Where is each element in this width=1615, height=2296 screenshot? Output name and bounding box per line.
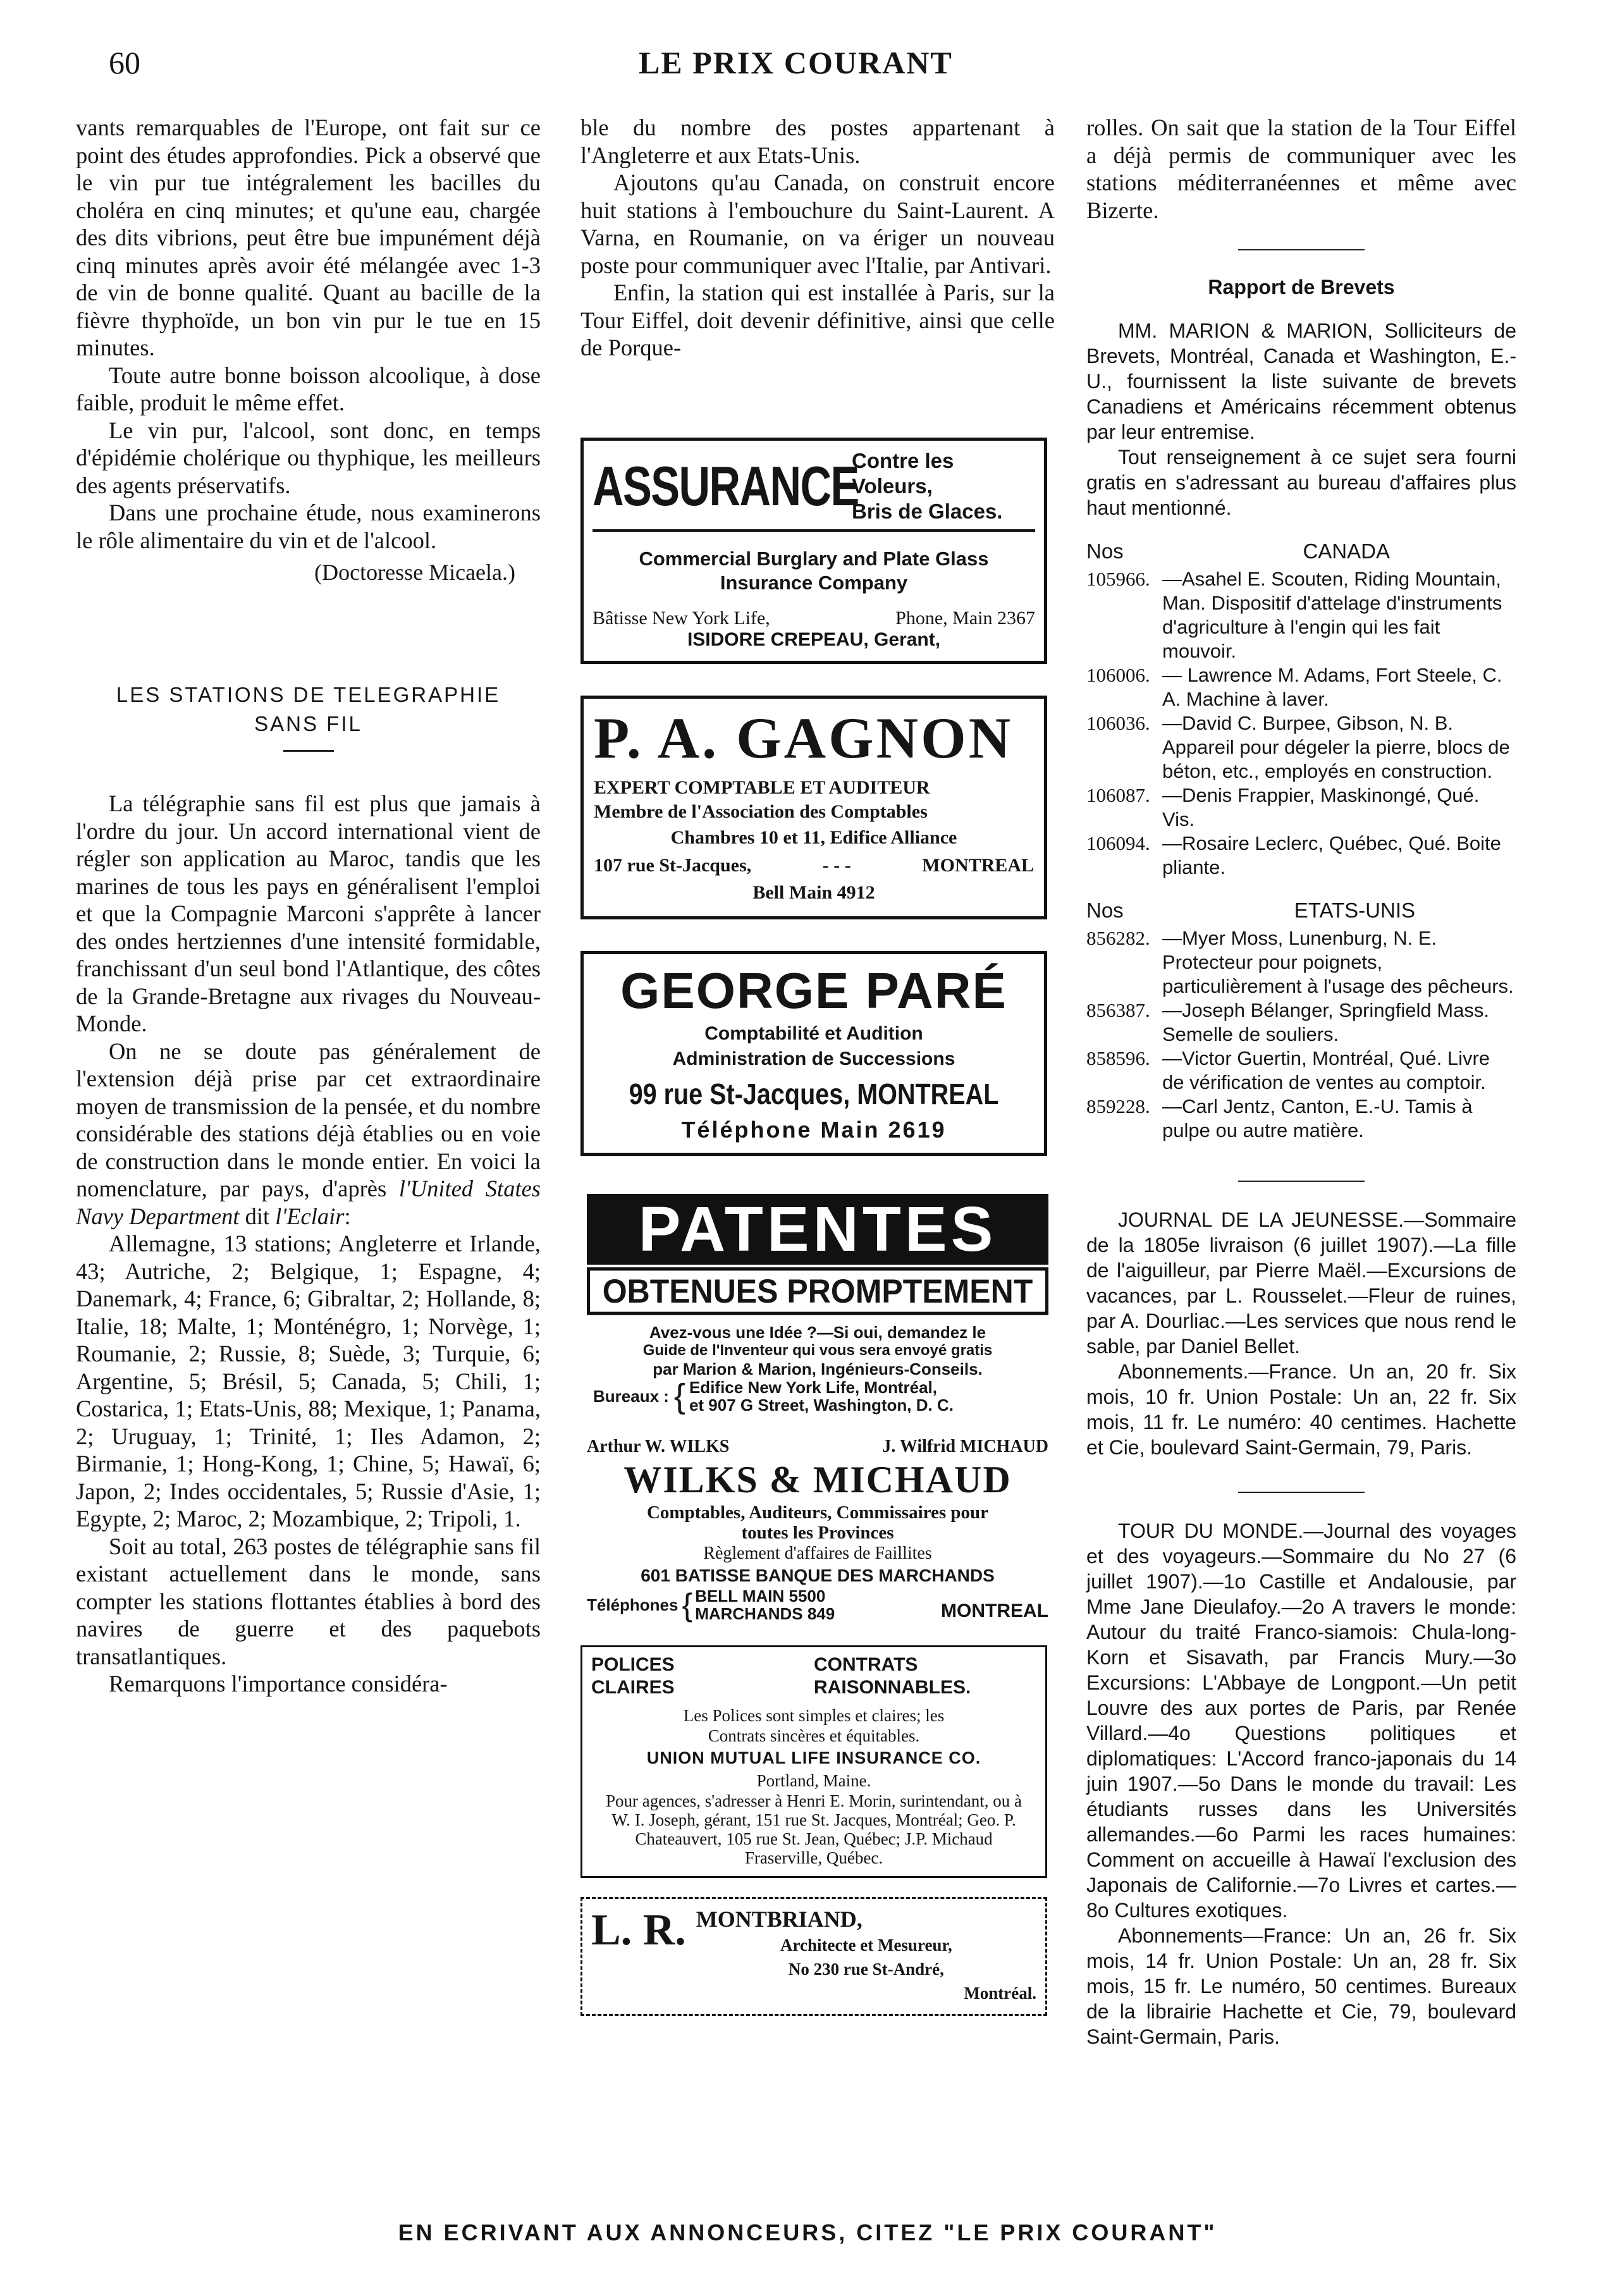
text-run: dit (239, 1203, 276, 1229)
divider (1238, 1492, 1365, 1493)
brevets-intro: Tout renseignement à ce sujet sera fourni gratis en s'adressant au bureau d'affaires plus haut mentionné. (1086, 446, 1516, 519)
ad-addresses (689, 1378, 954, 1414)
divider (283, 750, 334, 752)
ad-patentes-title: PATENTES (587, 1194, 1048, 1265)
ad-montbriand (580, 1897, 1047, 2016)
ad-phone: Téléphone Main 2619 (681, 1116, 947, 1143)
journal-jeunesse: JOURNAL DE LA JEUNESSE.—Sommaire de la 1805e livraison (6 juillet 1907).—La fille de l'aiguilleur, par Pierre Maël.—Excursions de vacances, par L. Rousselet.—Fleur de ruines, par A. Dourliac.—Les services que nous rend le sable, par Daniel Bellet. (1086, 1208, 1516, 1358)
ad-wilks-partners (587, 1437, 1048, 1457)
patent-entry (1086, 998, 1516, 1047)
italic-source: l'United States Navy Department (76, 1176, 541, 1229)
ad-phone: Bell Main 4912 (752, 881, 875, 903)
patent-text: —Carl Jentz, Canton, E.-U. Tamis à pulpe ou autre matière. (1162, 1095, 1473, 1141)
brace: { (682, 1587, 693, 1623)
canada-patent-list (1086, 567, 1516, 880)
ad-line: Commercial Burglary and Plate Glass (639, 547, 989, 570)
ad-assurance-contact (593, 608, 1035, 629)
page-number: 60 (109, 45, 140, 80)
ad-partner: J. Wilfrid MICHAUD (882, 1436, 1048, 1456)
ad-union (580, 1645, 1047, 1878)
footer-notice: EN ECRIVANT AUX ANNONCEURS, CITEZ "LE PRIX COURANT" (398, 2219, 1217, 2245)
canada-header (1086, 539, 1516, 563)
patent-entry (1086, 1047, 1516, 1095)
patent-number: 106094. (1086, 832, 1150, 854)
ad-pare-address: 99 rue St-Jacques, MONTREAL (629, 1077, 999, 1110)
ad-line: Contrats sincères et équitables. (708, 1726, 920, 1745)
ad-line: par Marion & Marion, Ingénieurs-Conseils. (653, 1359, 983, 1378)
patent-entry (1086, 832, 1516, 880)
ad-partner: Arthur W. WILKS (587, 1436, 730, 1456)
ad-line: Contre les Voleurs, (852, 448, 954, 498)
ad-phones (695, 1587, 941, 1623)
journal-title: LE PRIX COURANT (639, 45, 953, 80)
section-heading-line-2: SANS FIL (254, 712, 362, 735)
ad-line: Guide de l'Inventeur qui vous sera envoyé gratis (642, 1341, 993, 1359)
divider (1238, 1181, 1365, 1182)
ad-patentes-bureaux (587, 1378, 1048, 1414)
journal-subscription: Abonnements.—France. Un an, 20 fr. Six mois, 10 fr. Union Postale: Un an, 22 fr. Six mois, 11 fr. Le numéro: 40 centimes. Hachette et Cie, boulevard Saint-Germain, 79, Paris. (1086, 1360, 1516, 1459)
tour-du-monde: TOUR DU MONDE.—Journal des voyages et des voyageurs.—Sommaire du No 27 (6 juillet 1907).—1o Castille et Andalousie, par Mme Jane Dieulafoy.—2o A travers le monde: Autour du traité Franco-siamois: Chula-long-Korn et Sisavath, par Francis Mury.—3o Excursions: L'Abbaye de Longpont.—Un petit Louvre des aux portes de Paris, par Renée Villard.—4o Questions politiques et diplomatiques: L'Accord franco-japonais du 14 juin 1907.—5o Dans le monde du travail: Les étudiants russes dans les Universités allemandes.—6o Parmi les races humaines: Comment on accueille à Hawaï l'exclusion des Japonais de Californie.—7o Livres et cartes.—8o Cultures exotiques. (1086, 1519, 1516, 1922)
article-signature: (Doctoresse Micaela.) (314, 560, 515, 585)
ad-line: Bris de Glaces. (852, 499, 1003, 523)
ad-street: 107 rue St-Jacques, (594, 854, 752, 876)
article-paragraph: vants remarquables de l'Europe, ont fait sur ce point des études approfondies. Pick a observé que le vin pur tue intégralement les bacilles du choléra en cinq minutes; et qu'une eau, chargée des dits vibrions, peut être bue impunément déjà cinq minutes après avoir été mélangée avec 1-3 de vin de bonne qualité. Quant au bacille de la fièvre thyphoïde, un bon vin pur le tue en 15 minutes. (76, 114, 541, 360)
column-1 (76, 114, 541, 1698)
patent-text: —Myer Moss, Lunenburg, N. E. Protecteur pour poignets, particulièrement à l'usage des pêcheurs. (1162, 927, 1514, 997)
patent-text: —Asahel E. Scouten, Riding Mountain, Man. Dispositif d'attelage d'instruments d'agriculture à l'engin qui les fait mouvoir. (1162, 568, 1502, 662)
ad-wilks-phones (587, 1587, 1048, 1623)
patent-text: —Rosaire Leclerc, Québec, Qué. Boite pliante. (1162, 832, 1501, 878)
ad-phone: BELL MAIN 5500 (695, 1586, 826, 1605)
patent-entry (1086, 783, 1516, 832)
article-paragraph: Remarquons l'importance considéra- (109, 1671, 448, 1697)
article-paragraph: Toute autre bonne boisson alcoolique, à dose faible, produit le même effet. (76, 362, 541, 415)
ad-line: Comptabilité et Audition (704, 1022, 923, 1044)
ad-assurance-header (593, 448, 1035, 532)
ad-phone: Phone, Main 2367 (895, 607, 1035, 629)
ad-line: toutes les Provinces (741, 1522, 894, 1543)
ad-assurance-title: ASSURANCE (593, 454, 859, 517)
article-paragraph: Ajoutons qu'au Canada, on construit encore huit stations à l'embouchure du Saint-Laurent. A Varna, en Roumanie, on va ériger un nouveau poste pour communiquer avec l'Italie, par Antivari. (580, 169, 1055, 278)
ad-city: MONTREAL (922, 854, 1034, 876)
ad-label: Bureaux : (593, 1386, 669, 1406)
us-patent-list (1086, 926, 1516, 1143)
patent-entry (1086, 567, 1516, 663)
section-heading-line-1: LES STATIONS DE TELEGRAPHIE (116, 683, 501, 706)
article-paragraph: Le vin pur, l'alcool, sont donc, en temps d'épidémie cholérique ou thyphique, les meilleurs des agents préservatifs. (76, 417, 541, 498)
article-paragraph: rolles. On sait que la station de la Tour Eiffel a déjà permis de communiquer avec les stations méditerranéennes et même avec Bizerte. (1086, 114, 1516, 223)
ad-line: Insurance Company (720, 571, 908, 594)
ad-assurance (580, 438, 1047, 664)
ad-montbriand-details (696, 1905, 1036, 2005)
text-run: On ne se doute pas généralement de l'extension déjà prise par cet extraordinaire moyen de transmission de la pensée, et du nombre considérable des stations déjà établies ou en voie de construction dans le monde entier. En voici la nomenclature, par pays, d'après (76, 1038, 541, 1201)
patent-number: 856282. (1086, 927, 1150, 949)
ad-line: POLICES (591, 1654, 675, 1675)
ad-line: EXPERT COMPTABLE ET AUDITEUR (594, 777, 930, 798)
ad-line: Avez-vous une Idée ?—Si oui, demandez le (649, 1322, 986, 1342)
patent-text: —David C. Burpee, Gibson, N. B. Appareil pour dégeler la pierre, blocs de béton, etc., employés en construction. (1162, 712, 1510, 782)
patent-number: 106087. (1086, 784, 1150, 806)
patent-number: 105966. (1086, 568, 1150, 590)
ad-line: 601 BATISSE BANQUE DES MARCHANDS (641, 1565, 995, 1585)
ad-line: Montréal. (964, 1983, 1036, 2003)
italic-source: l'Eclair (275, 1203, 345, 1229)
patent-entry (1086, 1095, 1516, 1143)
ad-montbriand-name: MONTBRIAND, (696, 1906, 863, 1932)
patent-entry (1086, 926, 1516, 998)
patent-number: 106036. (1086, 712, 1150, 734)
section-heading: Rapport de Brevets (1208, 276, 1395, 298)
ad-dashes: - - - (822, 854, 851, 876)
ad-line: Edifice New York Life, Montréal, (689, 1377, 937, 1397)
section-heading (76, 680, 541, 739)
ad-phone: MARCHANDS 849 (695, 1604, 835, 1623)
ad-label: Téléphones (587, 1595, 679, 1614)
country-label: ETATS-UNIS (1294, 899, 1415, 922)
text-run: : (344, 1203, 351, 1229)
divider (1238, 249, 1365, 250)
ad-patentes-subtitle: OBTENUES PROMPTEMENT (587, 1267, 1048, 1315)
ad-montbriand-initials: L. R. (591, 1905, 686, 1955)
ad-line: RAISONNABLES. (814, 1676, 971, 1698)
patent-number: 856387. (1086, 999, 1150, 1021)
article-paragraph: ble du nombre des postes appartenant à l'Angleterre et aux Etats-Unis. (580, 114, 1055, 168)
us-header (1086, 899, 1516, 923)
ad-line: UNION MUTUAL LIFE INSURANCE CO. (646, 1748, 981, 1767)
article-paragraph: Soit au total, 263 postes de télégraphie sans fil existant actuellement dans le monde, sans compter les stations flottantes établies à bord des navires de guerre et des paquebots transatlantiques. (76, 1533, 541, 1669)
nos-label: Nos (1086, 539, 1124, 563)
ad-city: MONTREAL (941, 1600, 1048, 1621)
brace: { (673, 1377, 685, 1415)
ad-line: No 230 rue St-André, (788, 1959, 944, 1979)
patent-number: 106006. (1086, 664, 1150, 686)
article-paragraph: La télégraphie sans fil est plus que jamais à l'ordre du jour. Un accord international vient de régler son application au Maroc, tandis que les marines de tous les pays en généralisent l'emploi et que la Compagnie Marconi s'apprête à lancer des ondes hertziennes d'une intensité formidable, franchissant d'un seul bond l'Atlantique, des côtes de la Grande-Bretagne aux rivages du Nouveau-Monde. (76, 790, 541, 1036)
country-label: CANADA (1303, 539, 1390, 563)
ad-line: Administration de Successions (672, 1048, 955, 1069)
article-paragraph: Allemagne, 13 stations; Angleterre et Irlande, 43; Autriche, 2; Belgique, 1; Espagne, 4; Danemark, 4; France, 6; Gibraltar, 2; Hollande, 8; Italie, 18; Malte, 1; Monténégro, 1; Norvège, 1; Roumanie, 2; Russie, 8; Suède, 3; Turquie, 6; Argentine, 5; Brésil, 5; Canada, 5; Chili, 1; Costarica, 1; Etats-Unis, 88; Mexique, 1; Panama, 2; Uruguay, 1; Trinité, 1; Iles Adamon, 2; Birmanie, 1; Hong-Kong, 1; Chine, 5; Hawaï, 6; Japon, 2; Indes occidentales, 5; Russie d'Asie, 1; Egypte, 2; Maroc, 2; Mozambique, 2; Tripoli, 1. (76, 1231, 541, 1532)
ad-line: Chambres 10 et 11, Edifice Alliance (670, 826, 957, 848)
column-3 (1086, 114, 1516, 2049)
ad-gagnon-address (594, 852, 1034, 880)
patent-text: —Denis Frappier, Maskinongé, Qué. Vis. (1162, 784, 1480, 830)
ad-pare-name: GEORGE PARÉ (620, 962, 1007, 1019)
ad-patentes (580, 1194, 1055, 1414)
patent-entry (1086, 711, 1516, 783)
ad-assurance-subtitle (852, 448, 1035, 524)
ad-line: CONTRATS (814, 1654, 918, 1675)
ad-wilks-name: WILKS & MICHAUD (623, 1458, 1012, 1501)
ad-union-header (591, 1654, 1036, 1699)
ad-line: Membre de l'Association des Comptables (594, 801, 928, 822)
patent-text: — Lawrence M. Adams, Fort Steele, C. A. Machine à laver. (1162, 664, 1502, 710)
patent-entry (1086, 663, 1516, 711)
ad-line: CLAIRES (591, 1676, 675, 1698)
ad-wilks (580, 1437, 1055, 1623)
nos-label: Nos (1086, 899, 1124, 922)
ad-address: Bâtisse New York Life, (593, 607, 770, 629)
patent-number: 858596. (1086, 1047, 1150, 1069)
ad-line: et 907 G Street, Washington, D. C. (689, 1395, 954, 1415)
brevets-intro: MM. MARION & MARION, Solliciteurs de Brevets, Montréal, Canada et Washington, E.-U., fournissent la liste suivante de brevets Canadiens et Américains récemment obtenus par leur entremise. (1086, 319, 1516, 443)
article-paragraph: Enfin, la station qui est installée à Paris, sur la Tour Eiffel, doit devenir définitive, ainsi que celle de Porque- (580, 279, 1055, 360)
ad-line: Les Polices sont simples et claires; les (683, 1705, 945, 1725)
ad-agents: Pour agences, s'adresser à Henri E. Morin, surintendant, ou à W. I. Joseph, gérant, 151 rue St. Jacques, Montréal; Geo. P. Chateauvert, 105 rue St. Jean, Québec; J.P. Michaud Fraserville, Québec. (606, 1791, 1022, 1867)
ad-gagnon (580, 696, 1047, 919)
ad-line: Architecte et Mesureur, (780, 1935, 952, 1955)
ad-pare (580, 951, 1047, 1156)
ad-gagnon-name: P. A. GAGNON (594, 705, 1014, 770)
ad-manager: ISIDORE CREPEAU, Gerant, (687, 629, 941, 650)
column-2 (580, 114, 1055, 2016)
ad-line: Portland, Maine. (756, 1771, 871, 1790)
patent-text: —Victor Guertin, Montréal, Qué. Livre de vérification de ventes au comptoir. (1162, 1047, 1490, 1093)
article-paragraph (76, 1038, 541, 1231)
patent-number: 859228. (1086, 1095, 1150, 1117)
ad-line: Règlement d'affaires de Faillites (703, 1543, 932, 1563)
article-paragraph: Dans une prochaine étude, nous examinerons le rôle alimentaire du vin et de l'alcool. (76, 500, 541, 553)
tour-subscription: Abonnements—France: Un an, 26 fr. Six mois, 14 fr. Union Postale: Un an, 28 fr. Six mois, 15 fr. Le numéro, 50 centimes. Bureaux de la librairie Hachette et Cie, 79, boulevard Saint-Germain, Paris. (1086, 1924, 1516, 2048)
ad-line: Comptables, Auditeurs, Commissaires pour (646, 1502, 989, 1523)
patent-text: —Joseph Bélanger, Springfield Mass. Semelle de souliers. (1162, 999, 1489, 1045)
